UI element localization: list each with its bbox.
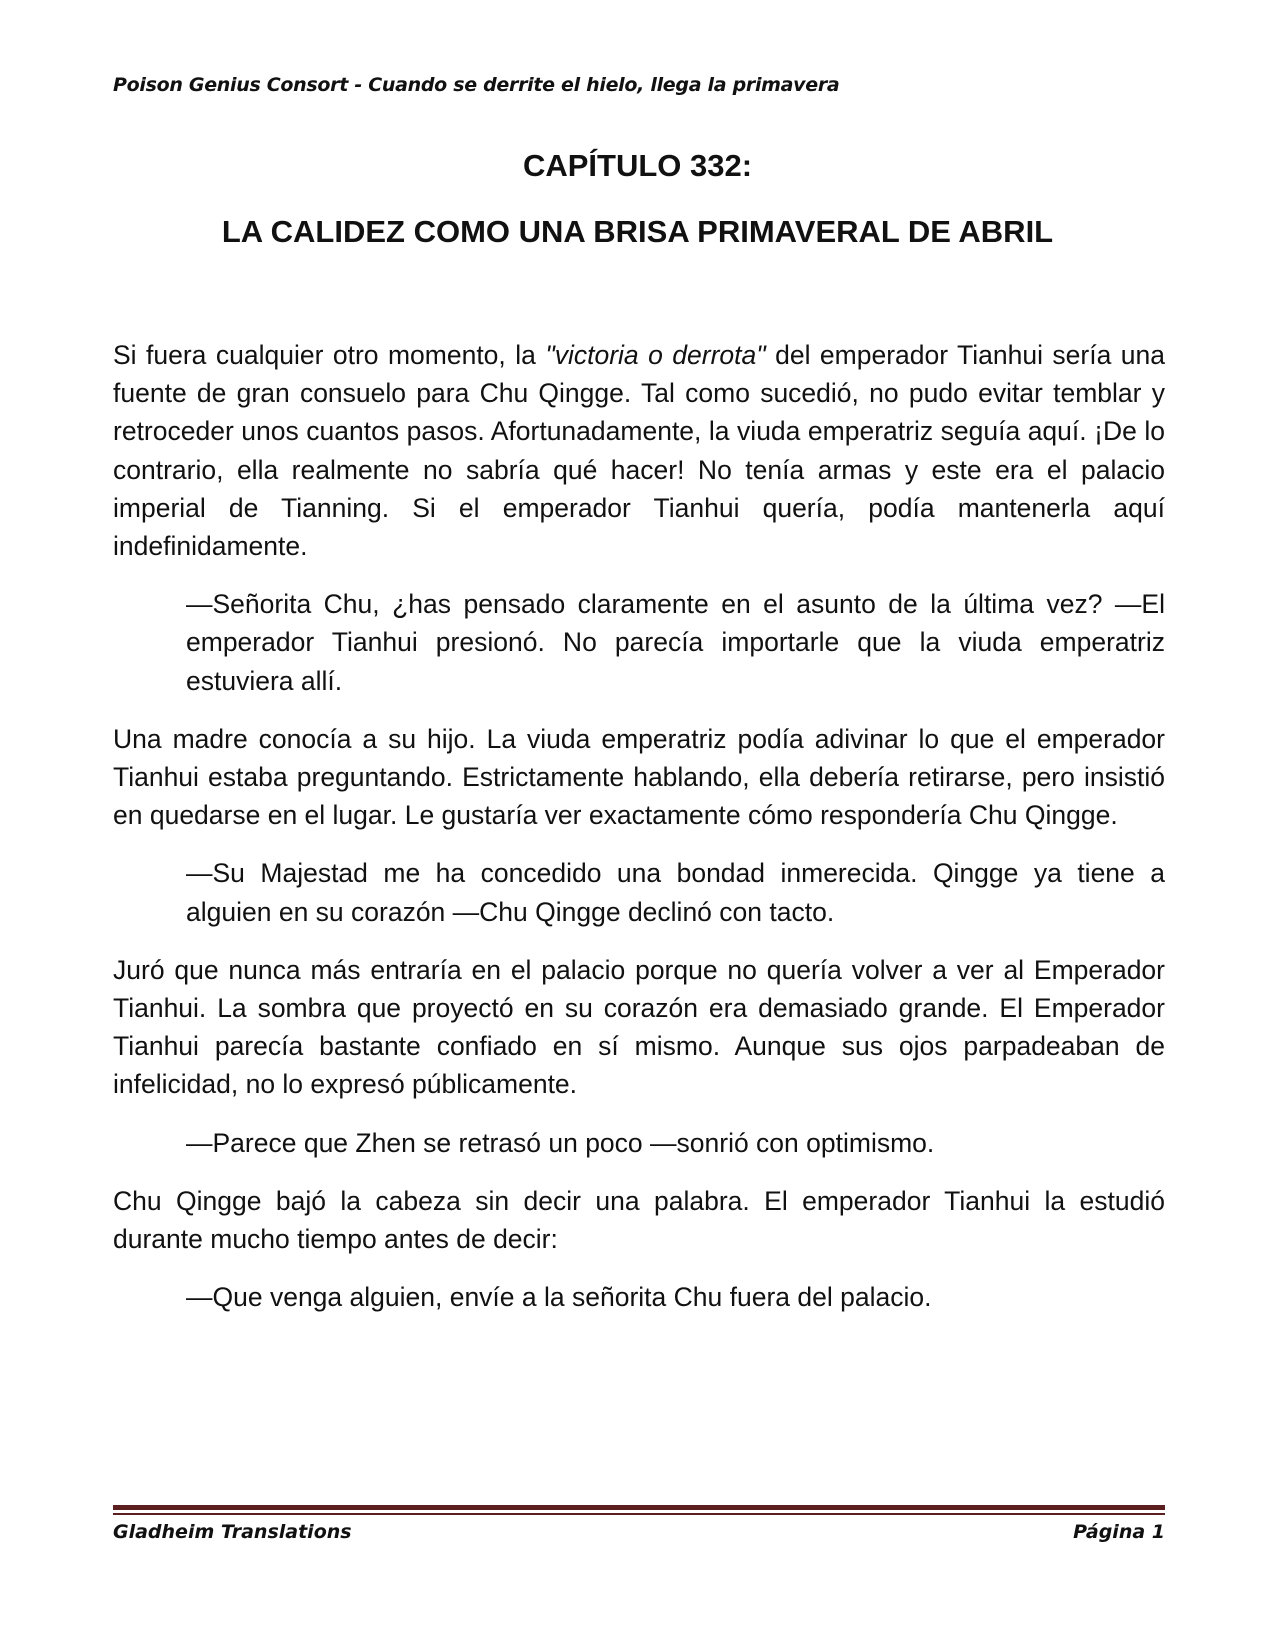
- dialogue-2: —Su Majestad me ha concedido una bondad inmerecida. Qingge ya tiene a alguien en su corazón —Chu Qingge declinó con tacto.: [186, 858, 1165, 927]
- footer-divider-thin: [113, 1513, 1165, 1515]
- footer-page-number: Página 1: [1073, 1521, 1165, 1543]
- footer-publisher: Gladheim Translations: [113, 1521, 352, 1543]
- chapter-body: [113, 336, 1165, 1336]
- paragraph-1-italic-quote: "victoria o derrota": [545, 340, 766, 370]
- paragraph-1: [113, 336, 1165, 565]
- chapter-number: CAPÍTULO 332:: [522, 148, 753, 183]
- running-header: Poison Genius Consort - Cuando se derrite el hielo, llega la primavera: [113, 74, 840, 96]
- chapter-title: LA CALIDEZ COMO UNA BRISA PRIMAVERAL DE ABRIL: [221, 214, 1054, 249]
- dialogue-3: —Parece que Zhen se retrasó un poco —sonrió con optimismo.: [186, 1127, 935, 1158]
- paragraph-2: Una madre conocía a su hijo. La viuda emperatriz podía adivinar lo que el emperador Tianhui estaba preguntando. Estrictamente hablando, ella debería retirarse, pero insistió en quedarse en el lugar. Le gustaría ver exactamente cómo respondería Chu Qingge.: [113, 723, 1165, 831]
- paragraph-1-text-a: Si fuera cualquier otro momento, la: [113, 340, 546, 370]
- paragraph-4: Chu Qingge bajó la cabeza sin decir una palabra. El emperador Tianhui la estudió durante mucho tiempo antes de decir:: [113, 1185, 1165, 1255]
- paragraph-3: Juró que nunca más entraría en el palacio porque no quería volver a ver al Emperador Tianhui. La sombra que proyectó en su corazón era demasiado grande. El Emperador Tianhui parecía bastante confiado en sí mismo. Aunque sus ojos parpadeaban de infelicidad, no lo expresó públicamente.: [113, 954, 1165, 1100]
- paragraph-1-text-b: del emperador Tianhui sería una fuente de gran consuelo para Chu Qingge. Tal como sucedió, no pudo evitar temblar y retroceder unos cuantos pasos. Afortunadamente, la viuda emperatriz seguía aquí. ¡De lo contrario, ella realmente no sabría qué hacer! No tenía armas y este era el palacio imperial de Tianning. Si el emperador Tianhui quería, podía mantenerla aquí indefinidamente.: [113, 340, 1166, 562]
- dialogue-4: —Que venga alguien, envíe a la señorita Chu fuera del palacio.: [186, 1282, 932, 1313]
- dialogue-1: —Señorita Chu, ¿has pensado claramente en el asunto de la última vez? —El emperador Tianhui presionó. No parecía importarle que la viuda emperatriz estuviera allí.: [186, 589, 1165, 696]
- footer-divider-thick: [113, 1505, 1165, 1510]
- footer-divider: [113, 1505, 1165, 1515]
